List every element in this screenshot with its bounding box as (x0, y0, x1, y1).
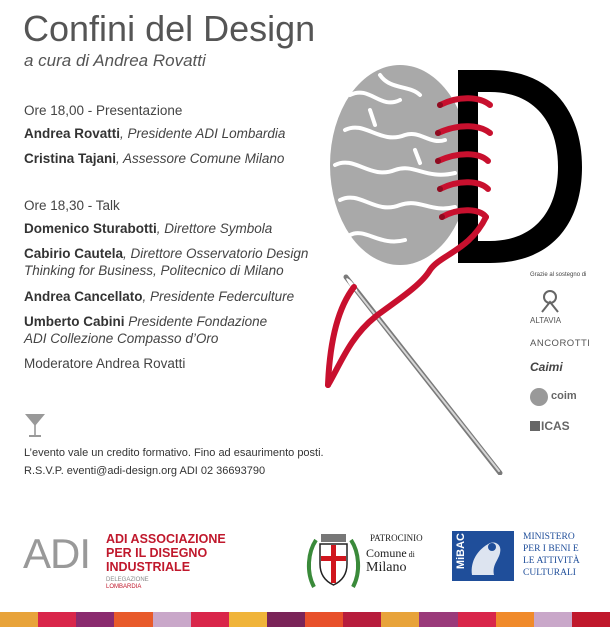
speaker-line (24, 151, 284, 166)
sponsor-altavia: ALTAVIA (530, 316, 562, 325)
speaker-role: , Presidente ADI Lombardia (120, 126, 286, 141)
stripe-segment (229, 612, 267, 627)
speaker-role: , Presidente Federculture (142, 289, 295, 304)
milano-coat-of-arms-icon (306, 532, 361, 590)
comune-milano-name: Comune di Milano (366, 546, 415, 575)
speaker-role: , Direttore Osservatorio Design (123, 246, 309, 261)
speaker-line (24, 314, 267, 329)
coim-logo-icon (530, 388, 548, 406)
stripe-segment (114, 612, 152, 627)
cocktail-glass-icon (24, 413, 46, 439)
needle-icon (345, 277, 500, 473)
stripe-segment (305, 612, 343, 627)
stripe-segment (0, 612, 38, 627)
speaker-name: Umberto Cabini (24, 314, 125, 329)
speaker-name: Cristina Tajani (24, 151, 117, 166)
sponsor-ancorotti: ANCOROTTI (530, 338, 591, 349)
adi-logo: ADI (23, 530, 91, 577)
adi-delegation: DELEGAZIONE LOMBARDIA (106, 577, 149, 590)
speaker-role: , Assessore Comune Milano (116, 151, 285, 166)
speaker-line (24, 246, 308, 261)
credit-note: L’evento vale un credito formativo. Fino ad esaurimento posti. (24, 447, 324, 459)
speaker-line (24, 126, 285, 141)
speaker-role: , Direttore Symbola (156, 221, 273, 236)
speaker-role: Thinking for Business, Politecnico di Milano (24, 263, 284, 278)
stripe-segment (153, 612, 191, 627)
brain-needle-artwork (320, 55, 585, 475)
stripe-segment (38, 612, 76, 627)
patrocinio-label: PATROCINIO (370, 533, 423, 543)
footer-color-stripe (0, 612, 610, 627)
sponsors-heading: Grazie al sostegno di (530, 272, 587, 278)
stripe-segment (534, 612, 572, 627)
speaker-name: Cabirio Cautela (24, 246, 124, 261)
ministero-name: MINISTERO PER I BENI E LE ATTIVITÀ CULTURALI (523, 532, 580, 578)
stripe-segment (267, 612, 305, 627)
sponsor-icas: ICAS (541, 419, 570, 433)
speaker-role: ADI Collezione Compasso d’Oro (24, 331, 219, 346)
stripe-segment (191, 612, 229, 627)
stripe-segment (458, 612, 496, 627)
moderator: Moderatore Andrea Rovatti (24, 356, 186, 371)
stripe-segment (343, 612, 381, 627)
stripe-segment (572, 612, 610, 627)
adi-association-name: ADI ASSOCIAZIONE PER IL DISEGNO INDUSTRIALE (106, 532, 226, 574)
speaker-name: Andrea Cancellato (24, 289, 143, 304)
altavia-logo-icon (540, 290, 560, 314)
speaker-name: Domenico Sturabotti (24, 221, 157, 236)
speaker-line (24, 289, 294, 304)
page-title: Confini del Design (23, 8, 316, 49)
speaker-line (24, 221, 272, 236)
sponsor-coim: coim (551, 390, 577, 402)
sponsor-caimi: Caimi (530, 360, 563, 374)
session1-time: Ore 18,00 - Presentazione (24, 103, 183, 118)
subtitle: a cura di Andrea Rovatti (24, 51, 206, 70)
speaker-name: Andrea Rovatti (24, 126, 121, 141)
stripe-segment (381, 612, 419, 627)
stripe-segment (496, 612, 534, 627)
speaker-role: Presidente Fondazione (124, 314, 268, 329)
stripe-segment (419, 612, 457, 627)
mibac-logo-icon: MiBAC (452, 531, 514, 581)
rsvp-line[interactable]: R.S.V.P. eventi@adi-design.org ADI 02 36693790 (24, 465, 266, 477)
stripe-segment (76, 612, 114, 627)
icas-logo-icon (530, 421, 540, 431)
session2-time: Ore 18,30 - Talk (24, 198, 120, 213)
